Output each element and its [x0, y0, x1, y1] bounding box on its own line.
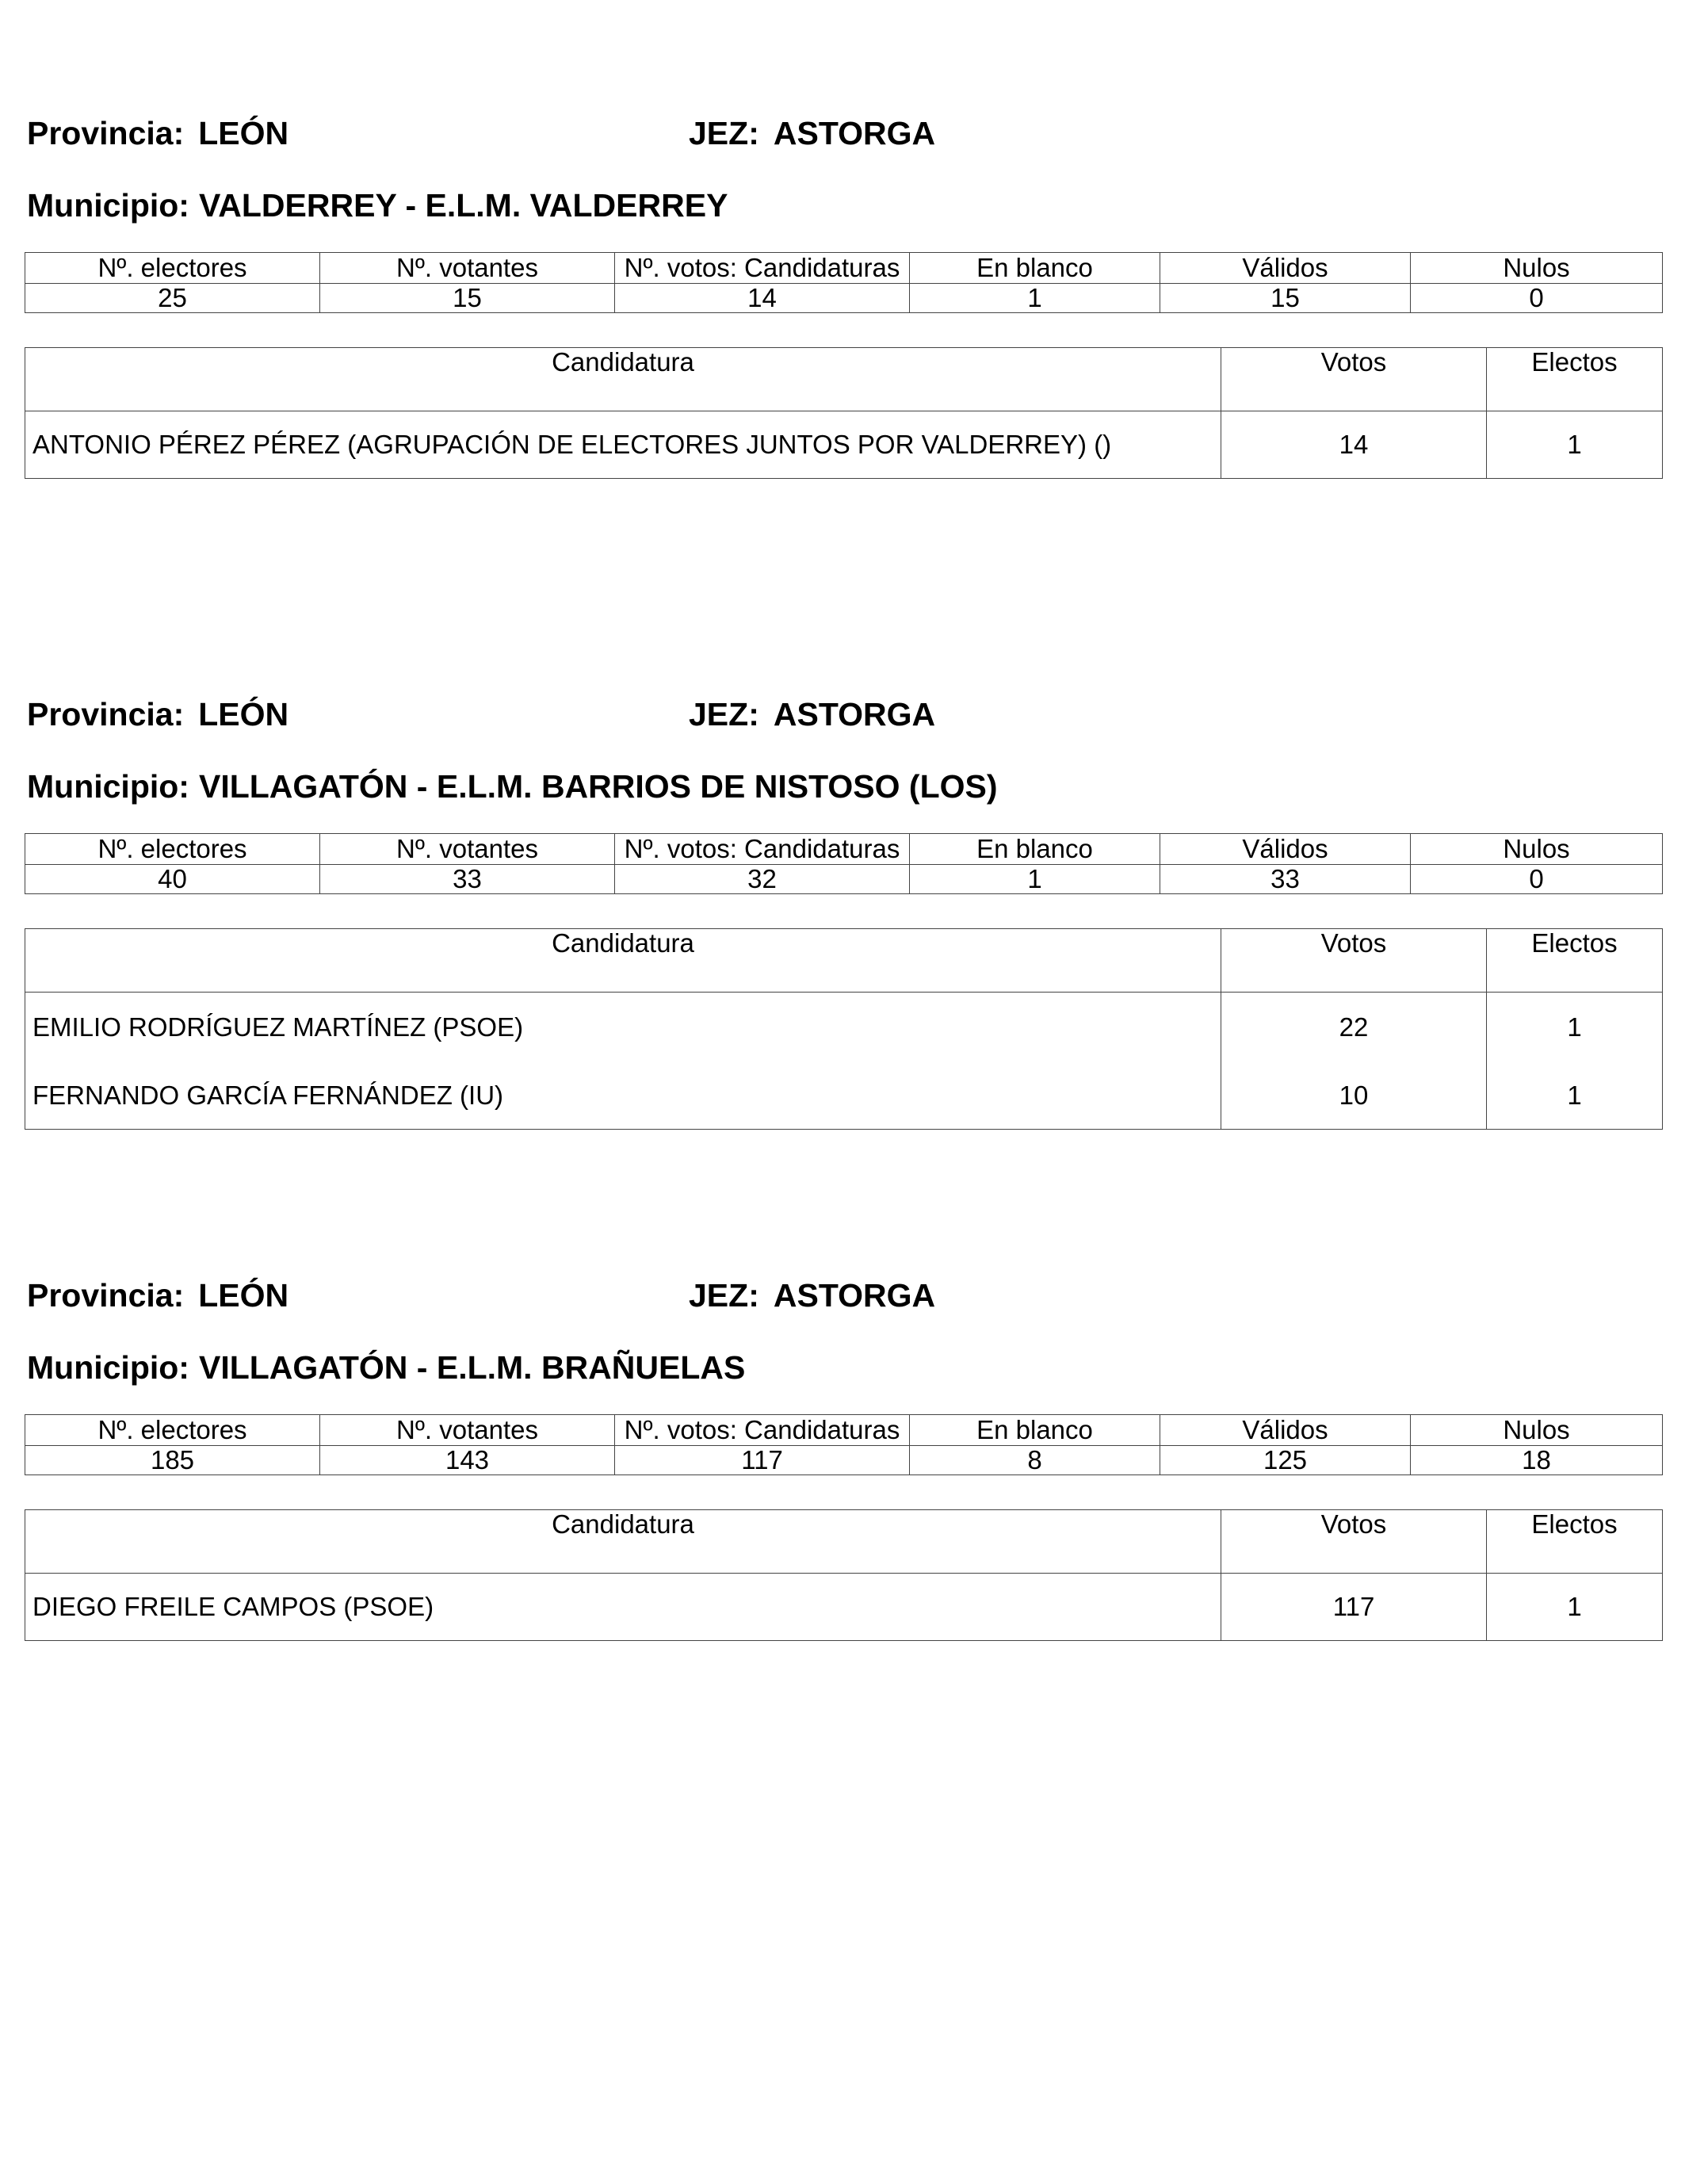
validos-header: Válidos: [1160, 834, 1411, 865]
votos-candidaturas-value: 117: [615, 1446, 910, 1475]
summary-table: [25, 1414, 1663, 1475]
nulos-header: Nulos: [1411, 1415, 1663, 1446]
votos-header: Votos: [1221, 929, 1487, 993]
votos-candidaturas-header: Nº. votos: Candidaturas: [615, 834, 910, 865]
votos-candidaturas-header: Nº. votos: Candidaturas: [615, 253, 910, 284]
validos-header: Válidos: [1160, 1415, 1411, 1446]
candidate-votos: 10: [1221, 1062, 1487, 1130]
provincia-line: [27, 1277, 288, 1314]
en-blanco-header: En blanco: [910, 834, 1160, 865]
municipio-line: [27, 1349, 745, 1387]
jez-label: JEZ:: [689, 696, 759, 732]
jez-line: [689, 115, 935, 152]
electores-value: 185: [25, 1446, 320, 1475]
summary-values-row: [25, 1446, 1663, 1475]
candidate-name: ANTONIO PÉREZ PÉREZ (AGRUPACIÓN DE ELECTORES JUNTOS POR VALDERREY) (): [25, 411, 1221, 479]
jez-value: ASTORGA: [773, 115, 936, 151]
candidates-header-row: [25, 929, 1663, 993]
validos-value: 15: [1160, 284, 1411, 313]
candidate-votos: 22: [1221, 993, 1487, 1063]
votos-candidaturas-header: Nº. votos: Candidaturas: [615, 1415, 910, 1446]
jez-line: [689, 696, 935, 733]
electores-value: 40: [25, 865, 320, 894]
en-blanco-header: En blanco: [910, 253, 1160, 284]
jez-label: JEZ:: [689, 1277, 759, 1314]
jez-label: JEZ:: [689, 115, 759, 151]
votantes-value: 15: [320, 284, 615, 313]
validos-value: 33: [1160, 865, 1411, 894]
jez-value: ASTORGA: [773, 1277, 936, 1314]
candidate-name: FERNANDO GARCÍA FERNÁNDEZ (IU): [25, 1062, 1221, 1130]
municipio-label: Municipio:: [27, 187, 189, 224]
validos-value: 125: [1160, 1446, 1411, 1475]
candidatura-header: Candidatura: [25, 348, 1221, 411]
candidatura-header: Candidatura: [25, 1510, 1221, 1574]
candidate-electos: 1: [1487, 993, 1663, 1063]
municipio-value: VILLAGATÓN - E.L.M. BRAÑUELAS: [198, 1349, 746, 1386]
candidate-name: EMILIO RODRÍGUEZ MARTÍNEZ (PSOE): [25, 993, 1221, 1063]
provincia-label: Provincia:: [27, 115, 185, 151]
summary-table: [25, 833, 1663, 894]
section-header: [25, 696, 1662, 744]
candidate-row: [25, 993, 1663, 1063]
nulos-header: Nulos: [1411, 253, 1663, 284]
candidates-header-row: [25, 1510, 1663, 1574]
municipio-value: VILLAGATÓN - E.L.M. BARRIOS DE NISTOSO (LOS): [198, 768, 998, 805]
votantes-value: 143: [320, 1446, 615, 1475]
votantes-header: Nº. votantes: [320, 1415, 615, 1446]
electores-header: Nº. electores: [25, 834, 320, 865]
votos-candidaturas-value: 14: [615, 284, 910, 313]
electores-header: Nº. electores: [25, 253, 320, 284]
result-section-barrios-de-nistoso: [25, 696, 1662, 1110]
nulos-value: 0: [1411, 284, 1663, 313]
nulos-value: 18: [1411, 1446, 1663, 1475]
candidates-table: [25, 347, 1663, 479]
jez-line: [689, 1277, 935, 1314]
candidates-table: [25, 928, 1663, 1130]
electos-header: Electos: [1487, 348, 1663, 411]
candidate-row: [25, 1574, 1663, 1641]
en-blanco-value: 1: [910, 865, 1160, 894]
summary-values-row: [25, 865, 1663, 894]
nulos-header: Nulos: [1411, 834, 1663, 865]
provincia-line: [27, 115, 288, 152]
candidate-votos: 117: [1221, 1574, 1487, 1641]
electores-value: 25: [25, 284, 320, 313]
candidate-row: [25, 411, 1663, 479]
provincia-label: Provincia:: [27, 1277, 185, 1314]
municipio-value: VALDERREY - E.L.M. VALDERREY: [198, 187, 728, 224]
provincia-label: Provincia:: [27, 696, 185, 732]
candidate-votos: 14: [1221, 411, 1487, 479]
provincia-value: LEÓN: [198, 1277, 289, 1314]
en-blanco-value: 8: [910, 1446, 1160, 1475]
jez-value: ASTORGA: [773, 696, 936, 732]
result-section-valderrey: [25, 115, 1662, 459]
candidate-electos: 1: [1487, 1062, 1663, 1130]
votos-header: Votos: [1221, 348, 1487, 411]
municipio-label: Municipio:: [27, 1349, 189, 1386]
municipio-line: [27, 187, 728, 224]
votos-candidaturas-value: 32: [615, 865, 910, 894]
candidate-name: DIEGO FREILE CAMPOS (PSOE): [25, 1574, 1221, 1641]
provincia-value: LEÓN: [198, 696, 289, 732]
summary-values-row: [25, 284, 1663, 313]
votantes-header: Nº. votantes: [320, 834, 615, 865]
electos-header: Electos: [1487, 1510, 1663, 1574]
section-header: [25, 1277, 1662, 1325]
nulos-value: 0: [1411, 865, 1663, 894]
municipio-line: [27, 768, 998, 805]
candidatura-header: Candidatura: [25, 929, 1221, 993]
votantes-header: Nº. votantes: [320, 253, 615, 284]
summary-header-row: [25, 1415, 1663, 1446]
municipio-label: Municipio:: [27, 768, 189, 805]
candidate-electos: 1: [1487, 1574, 1663, 1641]
candidate-row: [25, 1062, 1663, 1130]
electos-header: Electos: [1487, 929, 1663, 993]
en-blanco-value: 1: [910, 284, 1160, 313]
summary-table: [25, 252, 1663, 313]
result-section-branuelas: [25, 1277, 1662, 1621]
votantes-value: 33: [320, 865, 615, 894]
validos-header: Válidos: [1160, 253, 1411, 284]
en-blanco-header: En blanco: [910, 1415, 1160, 1446]
candidates-header-row: [25, 348, 1663, 411]
votos-header: Votos: [1221, 1510, 1487, 1574]
electores-header: Nº. electores: [25, 1415, 320, 1446]
summary-header-row: [25, 834, 1663, 865]
summary-header-row: [25, 253, 1663, 284]
section-header: [25, 115, 1662, 163]
candidates-table: [25, 1509, 1663, 1641]
provincia-line: [27, 696, 288, 733]
candidate-electos: 1: [1487, 411, 1663, 479]
provincia-value: LEÓN: [198, 115, 289, 151]
